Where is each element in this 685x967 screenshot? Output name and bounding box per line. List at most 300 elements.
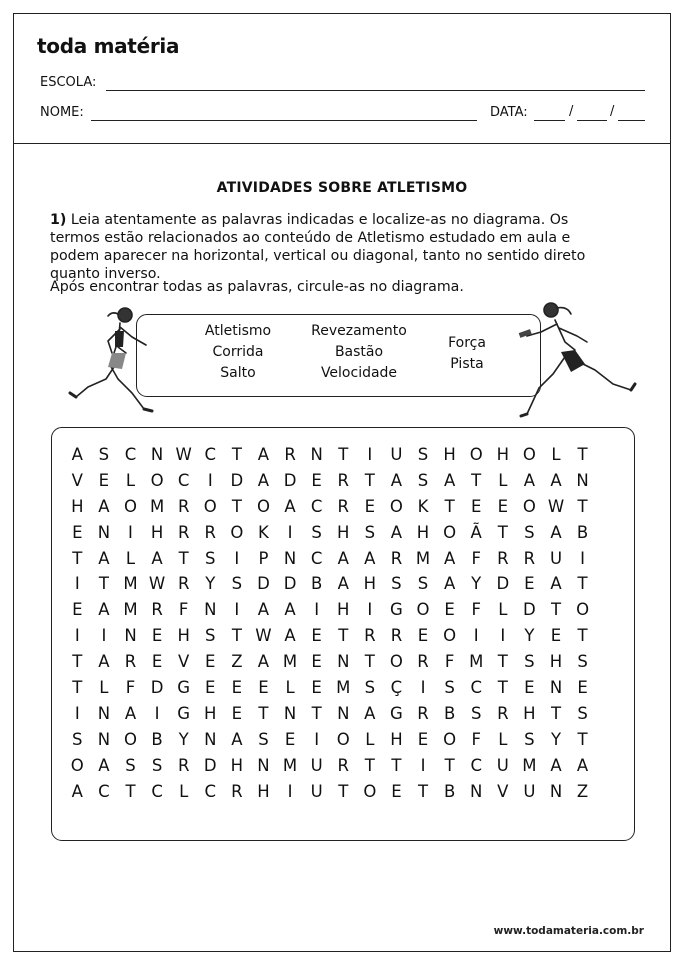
grid-letter[interactable]: C <box>470 678 482 698</box>
grid-letter[interactable]: U <box>310 755 323 775</box>
grid-letter[interactable]: S <box>311 522 322 542</box>
word-column <box>193 321 283 384</box>
grid-letter[interactable]: I <box>101 626 107 646</box>
grid-letter[interactable]: O <box>336 729 350 749</box>
grid-letter[interactable]: A <box>443 548 456 568</box>
grid-letter[interactable]: S <box>524 652 535 672</box>
grid-letter[interactable]: O <box>70 755 84 775</box>
grid-letter[interactable]: A <box>71 445 83 464</box>
grid-letter[interactable]: W <box>175 445 192 464</box>
grid-letter[interactable]: R <box>204 522 216 542</box>
grid-letter[interactable]: D <box>150 678 164 698</box>
grid-letter[interactable]: I <box>420 755 426 775</box>
grid-letter[interactable]: T <box>364 755 375 775</box>
grid-letter[interactable]: E <box>205 678 216 698</box>
grid-letter[interactable]: T <box>497 652 508 672</box>
grid-letter[interactable]: I <box>154 703 160 723</box>
grid-letter[interactable]: C <box>470 755 482 775</box>
grid-letter[interactable]: T <box>72 652 83 672</box>
grid-letter[interactable]: E <box>311 652 322 672</box>
instruction-text: Leia atentamente as palavras indicadas e localize-as no diagrama. Os termos estão relacionados ao conteúdo de Atletismo estudado em aula e podem aparecer na horizontal, vertical ou diagonal, tanto no sentido direto quanto inverso. <box>50 212 586 282</box>
word-item: Atletismo <box>204 323 272 339</box>
grid-letter[interactable]: M <box>522 755 537 775</box>
grid-letter[interactable]: D <box>496 574 510 594</box>
grid-letter[interactable]: V <box>71 470 83 490</box>
grid-letter[interactable]: E <box>151 652 163 672</box>
grid-letter[interactable]: R <box>177 522 190 542</box>
grid-letter[interactable]: N <box>97 703 111 723</box>
date-day-field[interactable] <box>534 120 565 121</box>
grid-letter[interactable]: F <box>471 729 481 749</box>
grid-letter[interactable]: D <box>230 470 244 490</box>
grid-letter[interactable]: O <box>389 652 403 672</box>
grid-letter[interactable]: R <box>390 626 403 646</box>
grid-letter[interactable]: I <box>420 678 426 698</box>
grid-letter[interactable]: S <box>417 470 429 490</box>
grid-letter[interactable]: Z <box>231 652 243 672</box>
grid-letter[interactable]: A <box>443 470 456 490</box>
date-year-field[interactable] <box>618 120 645 121</box>
grid-letter[interactable]: Y <box>550 729 562 749</box>
grid-letter[interactable]: R <box>497 703 509 723</box>
grid-letter[interactable]: S <box>205 548 216 568</box>
grid-letter[interactable]: N <box>310 445 323 464</box>
grid-letter[interactable]: O <box>443 729 457 749</box>
grid-letter[interactable]: O <box>416 600 430 620</box>
grid-letter[interactable]: O <box>522 445 536 464</box>
grid-letter[interactable]: E <box>311 470 322 490</box>
grid-letter[interactable]: R <box>151 600 163 620</box>
grid-letter[interactable]: E <box>98 470 110 490</box>
grid-letter[interactable]: U <box>523 781 536 801</box>
grid-letter[interactable]: T <box>311 703 322 723</box>
logo: toda matéria <box>37 34 180 58</box>
grid-letter[interactable]: I <box>207 470 213 490</box>
grid-letter[interactable]: N <box>204 600 217 620</box>
grid-letter[interactable]: O <box>203 496 217 516</box>
grid-letter[interactable]: O <box>469 445 483 464</box>
grid-letter[interactable]: D <box>283 574 297 594</box>
grid-letter[interactable]: U <box>549 548 563 568</box>
grid-letter[interactable]: I <box>314 729 320 749</box>
grid-letter[interactable]: H <box>337 522 350 542</box>
grid-letter[interactable]: C <box>204 445 217 464</box>
grid-letter[interactable]: S <box>577 652 588 672</box>
grid-letter[interactable]: A <box>550 755 562 775</box>
grid-letter[interactable]: E <box>258 678 269 698</box>
grid-letter[interactable]: A <box>284 496 296 516</box>
header <box>14 14 670 144</box>
grid-letter[interactable]: K <box>258 522 269 542</box>
grid-letter[interactable]: G <box>390 703 403 723</box>
grid-letter[interactable]: R <box>177 496 190 516</box>
grid-letter[interactable]: A <box>151 548 163 568</box>
grid-letter[interactable]: O <box>443 626 457 646</box>
grid-letter[interactable]: H <box>257 781 270 801</box>
grid-letter[interactable]: A <box>550 574 562 594</box>
grid-letter[interactable]: F <box>178 600 189 620</box>
grid-letter[interactable]: E <box>284 729 296 749</box>
grid-letter[interactable]: A <box>257 652 270 672</box>
grid-letter[interactable]: N <box>283 703 297 723</box>
grid-letter[interactable]: S <box>391 574 402 594</box>
grid-letter[interactable]: R <box>284 445 296 464</box>
grid-letter[interactable]: C <box>124 445 137 464</box>
grid-letter[interactable]: D <box>257 574 270 594</box>
grid-letter[interactable]: T <box>98 574 109 594</box>
grid-letter[interactable]: C <box>151 781 163 801</box>
grid-letter[interactable]: A <box>98 600 110 620</box>
grid-letter[interactable]: T <box>417 781 429 801</box>
grid-letter[interactable]: W <box>547 496 565 516</box>
grid-letter[interactable]: E <box>364 496 376 516</box>
grid-letter[interactable]: I <box>287 522 293 542</box>
grid-letter[interactable]: L <box>285 678 295 698</box>
grid-letter[interactable]: N <box>150 445 164 464</box>
grid-letter[interactable]: M <box>415 548 431 568</box>
grid-letter[interactable]: A <box>550 470 562 490</box>
word-column <box>435 333 499 375</box>
grid-letter[interactable]: E <box>151 626 163 646</box>
grid-letter[interactable]: T <box>577 574 588 594</box>
grid-letter[interactable]: R <box>417 652 429 672</box>
grid-letter[interactable]: T <box>444 755 455 775</box>
grid-letter[interactable]: M <box>282 652 298 672</box>
grid-letter[interactable]: Y <box>471 574 482 594</box>
grid-letter[interactable]: T <box>364 652 375 672</box>
grid-letter[interactable]: B <box>576 522 589 542</box>
grid-letter[interactable]: C <box>204 781 217 801</box>
grid-letter[interactable]: H <box>416 522 430 542</box>
grid-letter[interactable]: M <box>469 652 484 672</box>
grid-letter[interactable]: I <box>473 626 479 646</box>
grid-letter[interactable]: E <box>391 781 402 801</box>
worksheet <box>13 13 671 952</box>
grid-letter[interactable]: S <box>364 522 376 542</box>
grid-letter[interactable]: H <box>204 703 217 723</box>
grid-letter[interactable]: I <box>234 600 240 620</box>
grid-letter[interactable]: O <box>256 496 270 516</box>
grid-letter[interactable]: S <box>151 755 163 775</box>
grid-letter[interactable]: I <box>74 626 80 646</box>
grid-letter[interactable]: E <box>524 678 535 698</box>
grid-letter[interactable]: E <box>444 600 455 620</box>
grid-letter[interactable]: A <box>364 548 376 568</box>
grid-letter[interactable]: M <box>149 496 165 516</box>
grid-letter[interactable]: E <box>524 574 535 594</box>
date-month-field[interactable] <box>577 120 607 121</box>
grid-letter[interactable]: T <box>231 496 242 516</box>
grid-letter[interactable]: S <box>417 574 429 594</box>
grid-letter[interactable]: S <box>364 678 376 698</box>
grid-letter[interactable]: T <box>125 781 136 801</box>
grid-letter[interactable]: A <box>337 548 349 568</box>
grid-letter[interactable]: N <box>337 703 350 723</box>
grid-letter[interactable]: H <box>150 522 164 542</box>
grid-letter[interactable]: W <box>255 626 272 646</box>
grid-letter[interactable]: H <box>496 445 509 464</box>
grid-letter[interactable]: F <box>444 652 455 672</box>
grid-letter[interactable]: A <box>231 729 243 749</box>
grid-letter[interactable]: Y <box>205 574 216 594</box>
grid-letter[interactable]: I <box>74 703 80 723</box>
grid-letter[interactable]: H <box>230 755 244 775</box>
word-item: Bastão <box>334 344 384 360</box>
grid-letter[interactable]: A <box>364 703 376 723</box>
grid-letter[interactable]: T <box>391 755 402 775</box>
grid-letter[interactable]: S <box>524 729 535 749</box>
grid-letter[interactable]: A <box>98 755 110 775</box>
grid-letter[interactable]: C <box>177 470 190 490</box>
grid-letter[interactable]: T <box>497 678 508 698</box>
word-item: Velocidade <box>320 365 398 381</box>
grid-letter[interactable]: A <box>257 470 270 490</box>
grid-letter[interactable]: E <box>497 496 509 516</box>
grid-letter[interactable]: E <box>72 522 83 542</box>
grid-letter[interactable]: A <box>98 548 110 568</box>
grid-letter[interactable]: S <box>444 678 455 698</box>
grid-letter[interactable]: N <box>97 729 111 749</box>
grid-letter[interactable]: N <box>576 470 589 490</box>
grid-letter[interactable]: L <box>99 678 109 698</box>
grid-letter[interactable]: L <box>498 729 508 749</box>
grid-letter[interactable]: E <box>231 678 243 698</box>
grid-letter[interactable]: R <box>177 755 190 775</box>
grid-letter[interactable]: T <box>258 703 269 723</box>
grid-letter[interactable]: C <box>310 548 323 568</box>
grid-letter[interactable]: S <box>470 703 482 723</box>
grid-letter[interactable]: R <box>523 548 536 568</box>
grid-letter[interactable]: N <box>97 522 111 542</box>
grid-letter[interactable]: T <box>338 781 349 801</box>
grid-letter[interactable]: L <box>498 600 508 620</box>
grid-letter[interactable]: E <box>205 652 216 672</box>
grid-letter[interactable]: F <box>125 678 136 698</box>
grid-letter[interactable]: O <box>389 496 403 516</box>
grid-letter[interactable]: M <box>123 600 138 620</box>
grid-letter[interactable]: D <box>523 600 536 620</box>
grid-letter[interactable]: Y <box>178 729 189 749</box>
grid-letter[interactable]: A <box>257 445 270 464</box>
grid-letter[interactable]: H <box>363 574 377 594</box>
grid-letter[interactable]: E <box>417 729 429 749</box>
grid-letter[interactable]: I <box>74 574 80 594</box>
grid-letter[interactable]: N <box>204 729 217 749</box>
grid-letter[interactable]: L <box>551 445 561 464</box>
grid-letter[interactable]: A <box>550 522 562 542</box>
grid-letter[interactable]: D <box>203 755 217 775</box>
grid-letter[interactable]: T <box>550 600 562 620</box>
grid-letter[interactable]: A <box>71 781 83 801</box>
grid-letter[interactable]: N <box>470 781 483 801</box>
grid-letter[interactable]: L <box>125 548 136 568</box>
grid-letter[interactable]: E <box>417 626 429 646</box>
grid-letter[interactable]: E <box>550 626 562 646</box>
grid-letter[interactable]: A <box>284 626 296 646</box>
grid-letter[interactable]: S <box>98 445 110 464</box>
grid-letter[interactable]: I <box>580 548 586 568</box>
grid-letter[interactable]: O <box>123 496 137 516</box>
grid-letter[interactable]: A <box>337 574 349 594</box>
grid-letter[interactable]: O <box>576 600 590 620</box>
grid-letter[interactable]: O <box>230 522 244 542</box>
grid-letter[interactable]: A <box>443 574 456 594</box>
grid-letter[interactable]: M <box>282 755 298 775</box>
grid-letter[interactable]: T <box>231 445 242 464</box>
grid-letter[interactable]: K <box>417 496 429 516</box>
grid-letter[interactable]: G <box>177 678 191 698</box>
grid-letter[interactable]: N <box>257 755 270 775</box>
grid-letter[interactable]: E <box>72 600 83 620</box>
grid-letter[interactable]: R <box>337 755 349 775</box>
grid-letter[interactable]: R <box>337 496 349 516</box>
grid-letter[interactable]: T <box>444 496 455 516</box>
grid-letter[interactable]: L <box>125 470 136 490</box>
grid-letter[interactable]: S <box>417 445 429 464</box>
grid-letter[interactable]: C <box>98 781 110 801</box>
grid-letter[interactable]: N <box>549 678 563 698</box>
grid-letter[interactable]: B <box>443 781 456 801</box>
grid-letter[interactable]: B <box>310 574 323 594</box>
grid-letter[interactable]: T <box>577 729 588 749</box>
grid-letter[interactable]: I <box>234 548 240 568</box>
grid-letter[interactable]: H <box>549 652 563 672</box>
grid-letter[interactable]: G <box>390 600 403 620</box>
grid-letter[interactable]: T <box>577 445 588 464</box>
school-label: ESCOLA: <box>40 75 97 90</box>
grid-letter[interactable]: B <box>443 703 456 723</box>
grid-letter[interactable]: H <box>523 703 536 723</box>
grid-letter[interactable]: M <box>336 678 351 698</box>
grid-letter[interactable]: A <box>257 600 270 620</box>
grid-letter[interactable]: T <box>338 445 349 464</box>
grid-letter[interactable]: S <box>258 729 269 749</box>
grid-letter[interactable]: A <box>98 496 110 516</box>
grid-letter[interactable]: T <box>471 470 482 490</box>
grid-letter[interactable]: Ã <box>470 522 482 542</box>
grid-letter[interactable]: S <box>72 729 83 749</box>
grid-letter[interactable]: E <box>470 496 482 516</box>
grid-letter[interactable]: O <box>443 522 457 542</box>
grid-letter[interactable]: A <box>390 470 403 490</box>
grid-letter[interactable]: V <box>178 652 190 672</box>
grid-letter[interactable]: N <box>124 626 137 646</box>
question-number: 1) <box>50 212 67 228</box>
grid-letter[interactable]: N <box>283 548 297 568</box>
grid-letter[interactable]: Y <box>524 626 535 646</box>
grid-letter[interactable]: Z <box>576 781 589 801</box>
name-field[interactable] <box>91 120 477 121</box>
grid-letter[interactable]: U <box>496 755 509 775</box>
grid-letter[interactable]: R <box>124 652 137 672</box>
school-field[interactable] <box>106 90 645 91</box>
grid-letter[interactable]: T <box>577 626 588 646</box>
grid-letter[interactable]: T <box>364 470 375 490</box>
grid-letter[interactable]: I <box>128 522 133 542</box>
grid-letter[interactable]: E <box>577 678 588 698</box>
grid-letter[interactable]: R <box>417 703 429 723</box>
grid-letter[interactable]: B <box>151 729 163 749</box>
grid-letter[interactable]: R <box>177 574 190 594</box>
grid-letter[interactable]: L <box>498 470 508 490</box>
grid-letter[interactable]: T <box>577 496 588 516</box>
grid-letter[interactable]: T <box>338 626 349 646</box>
grid-letter[interactable]: S <box>125 755 136 775</box>
grid-letter[interactable]: T <box>178 548 189 568</box>
grid-letter[interactable]: O <box>522 496 536 516</box>
grid-letter[interactable]: S <box>577 703 588 723</box>
grid-letter[interactable]: I <box>500 626 506 646</box>
grid-letter[interactable]: W <box>148 574 166 594</box>
grid-letter[interactable]: E <box>231 703 243 723</box>
grid-letter[interactable]: U <box>310 781 323 801</box>
grid-letter[interactable]: L <box>365 729 375 749</box>
grid-letter[interactable]: H <box>71 496 84 516</box>
grid-letter[interactable]: I <box>314 600 320 620</box>
grid-letter[interactable]: O <box>123 729 137 749</box>
date-label: DATA: <box>490 105 528 120</box>
grid-letter[interactable]: A <box>98 652 110 672</box>
grid-letter[interactable]: A <box>390 522 403 542</box>
grid-letter[interactable]: E <box>311 626 322 646</box>
grid-letter[interactable]: S <box>231 574 243 594</box>
grid-letter[interactable]: R <box>231 781 243 801</box>
grid-letter[interactable]: R <box>337 470 349 490</box>
grid-letter[interactable]: A <box>284 600 296 620</box>
grid-letter[interactable]: A <box>124 703 137 723</box>
grid-letter[interactable]: H <box>177 626 190 646</box>
grid-letter[interactable]: D <box>283 470 297 490</box>
grid-letter[interactable]: A <box>523 470 536 490</box>
grid-letter[interactable]: I <box>287 781 293 801</box>
grid-letter[interactable]: T <box>72 678 83 698</box>
grid-letter[interactable]: N <box>549 781 563 801</box>
grid-letter[interactable]: O <box>150 470 164 490</box>
grid-letter[interactable]: T <box>497 522 508 542</box>
grid-letter[interactable]: E <box>311 678 322 698</box>
grid-letter[interactable]: N <box>337 652 350 672</box>
grid-letter[interactable]: T <box>231 626 242 646</box>
grid-letter[interactable]: H <box>443 445 456 464</box>
relay-runner-illustration <box>509 298 644 423</box>
grid-letter[interactable]: I <box>367 600 373 620</box>
grid-letter[interactable]: Ç <box>390 678 403 698</box>
grid-letter[interactable]: C <box>310 496 323 516</box>
grid-letter[interactable]: R <box>364 626 376 646</box>
grid-letter[interactable]: V <box>497 781 509 801</box>
grid-letter[interactable]: T <box>72 548 83 568</box>
grid-letter[interactable]: U <box>390 445 403 464</box>
word-item: Revezamento <box>311 323 407 339</box>
grid-letter[interactable]: G <box>177 703 191 723</box>
grid-letter[interactable]: S <box>205 626 216 646</box>
instruction-paragraph <box>50 211 610 283</box>
grid-letter[interactable]: O <box>363 781 377 801</box>
grid-letter[interactable]: H <box>390 729 403 749</box>
grid-letter[interactable]: P <box>258 548 269 568</box>
grid-letter[interactable]: L <box>179 781 189 801</box>
grid-letter[interactable]: R <box>390 548 403 568</box>
grid-letter[interactable]: R <box>497 548 509 568</box>
grid-letter[interactable]: H <box>337 600 350 620</box>
grid-letter[interactable]: A <box>576 755 589 775</box>
grid-letter[interactable]: M <box>123 574 138 594</box>
grid-letter[interactable]: T <box>550 703 562 723</box>
grid-letter[interactable]: S <box>524 522 535 542</box>
grid-letter[interactable]: F <box>471 548 481 568</box>
grid-letter[interactable]: F <box>471 600 481 620</box>
grid-letter[interactable]: I <box>367 445 373 464</box>
